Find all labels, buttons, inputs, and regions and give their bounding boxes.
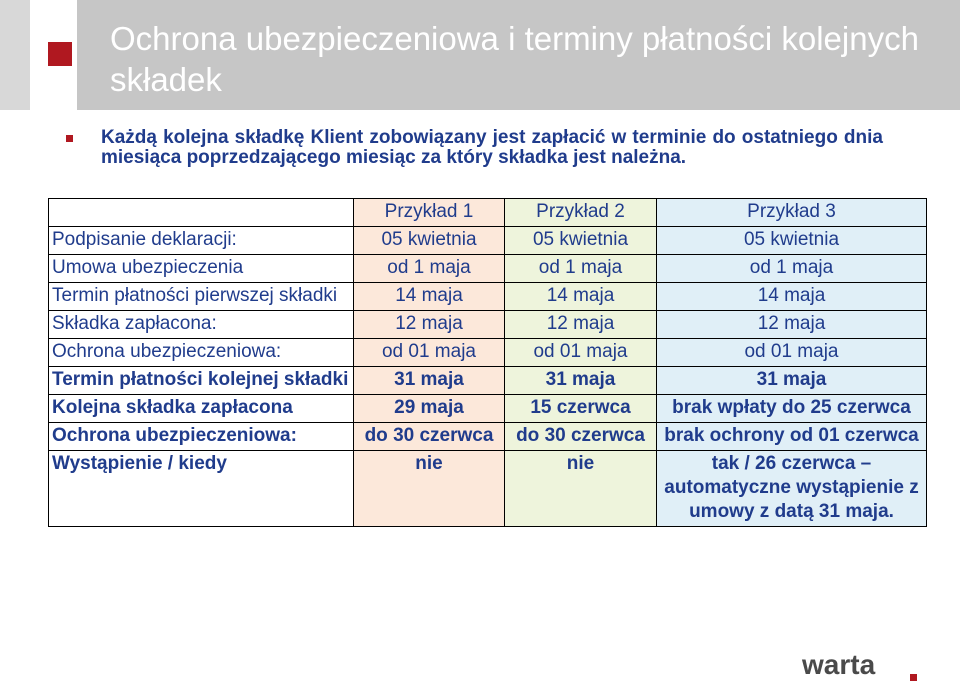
cell-example-2: 15 czerwca (505, 395, 657, 423)
header-example-2: Przykład 2 (505, 199, 657, 227)
cell-example-3: od 01 maja (657, 339, 927, 367)
row-label (49, 367, 354, 395)
row-label (49, 283, 354, 311)
cell-example-1: 12 maja (354, 311, 505, 339)
cell-example-1: 29 maja (354, 395, 505, 423)
row-label: Składka zapłacona: (49, 311, 354, 339)
table-row (49, 255, 927, 283)
cell-example-1: od 1 maja (354, 255, 505, 283)
table-row (49, 339, 927, 367)
bullet-marker (66, 135, 73, 142)
row-label-text: Termin płatności kolejnej składki (52, 369, 349, 390)
logo-dot (910, 674, 917, 681)
header-example-1: Przykład 1 (354, 199, 505, 227)
cell-example-1: 05 kwietnia (354, 227, 505, 255)
row-label: Ochrona ubezpieczeniowa: (49, 339, 354, 367)
cell-example-3: od 1 maja (657, 255, 927, 283)
cell-example-2: od 1 maja (505, 255, 657, 283)
cell-example-1: 31 maja (354, 367, 505, 395)
cell-example-1: nie (354, 451, 505, 527)
table-row (49, 395, 927, 423)
title-marker (48, 42, 72, 66)
header-empty (49, 199, 354, 227)
warta-logo: warta (802, 649, 876, 680)
row-label: Wystąpienie / kiedy (49, 451, 354, 527)
table-header-row (49, 199, 927, 227)
cell-example-1: 14 maja (354, 283, 505, 311)
cell-example-3: 31 maja (657, 367, 927, 395)
cell-example-1: do 30 czerwca (354, 423, 505, 451)
table-row (49, 283, 927, 311)
cell-example-3: 05 kwietnia (657, 227, 927, 255)
payment-table (48, 198, 927, 527)
cell-example-3: brak wpłaty do 25 czerwca (657, 395, 927, 423)
table-row (49, 423, 927, 451)
row-label-text: Termin płatności pierwszej składki (52, 285, 338, 306)
title-band-left (0, 0, 30, 110)
page-title: Ochrona ubezpieczeniowa i terminy płatności kolejnych składek (110, 20, 919, 98)
cell-example-3: brak ochrony od 01 czerwca (657, 423, 927, 451)
table-row (49, 367, 927, 395)
row-label: Podpisanie deklaracji: (49, 227, 354, 255)
cell-example-2: 05 kwietnia (505, 227, 657, 255)
cell-example-2: do 30 czerwca (505, 423, 657, 451)
header-example-3: Przykład 3 (657, 199, 927, 227)
table-row (49, 227, 927, 255)
table-row (49, 451, 927, 527)
row-label: Umowa ubezpieczenia (49, 255, 354, 283)
row-label: Ochrona ubezpieczeniowa: (49, 423, 354, 451)
cell-example-2: 12 maja (505, 311, 657, 339)
cell-example-1: od 01 maja (354, 339, 505, 367)
bullet-text: Każdą kolejna składkę Klient zobowiązany jest zapłacić w terminie do ostatniego dnia miesiąca poprzedzającego miesiąc za który składka jest należna. (101, 127, 883, 168)
cell-example-3: tak / 26 czerwca – automatyczne wystąpienie z umowy z datą 31 maja. (657, 451, 927, 527)
cell-example-3: 14 maja (657, 283, 927, 311)
cell-example-2: 14 maja (505, 283, 657, 311)
cell-example-2: 31 maja (505, 367, 657, 395)
cell-example-3: 12 maja (657, 311, 927, 339)
table-row (49, 311, 927, 339)
row-label: Kolejna składka zapłacona (49, 395, 354, 423)
cell-example-2: od 01 maja (505, 339, 657, 367)
cell-example-2: nie (505, 451, 657, 527)
